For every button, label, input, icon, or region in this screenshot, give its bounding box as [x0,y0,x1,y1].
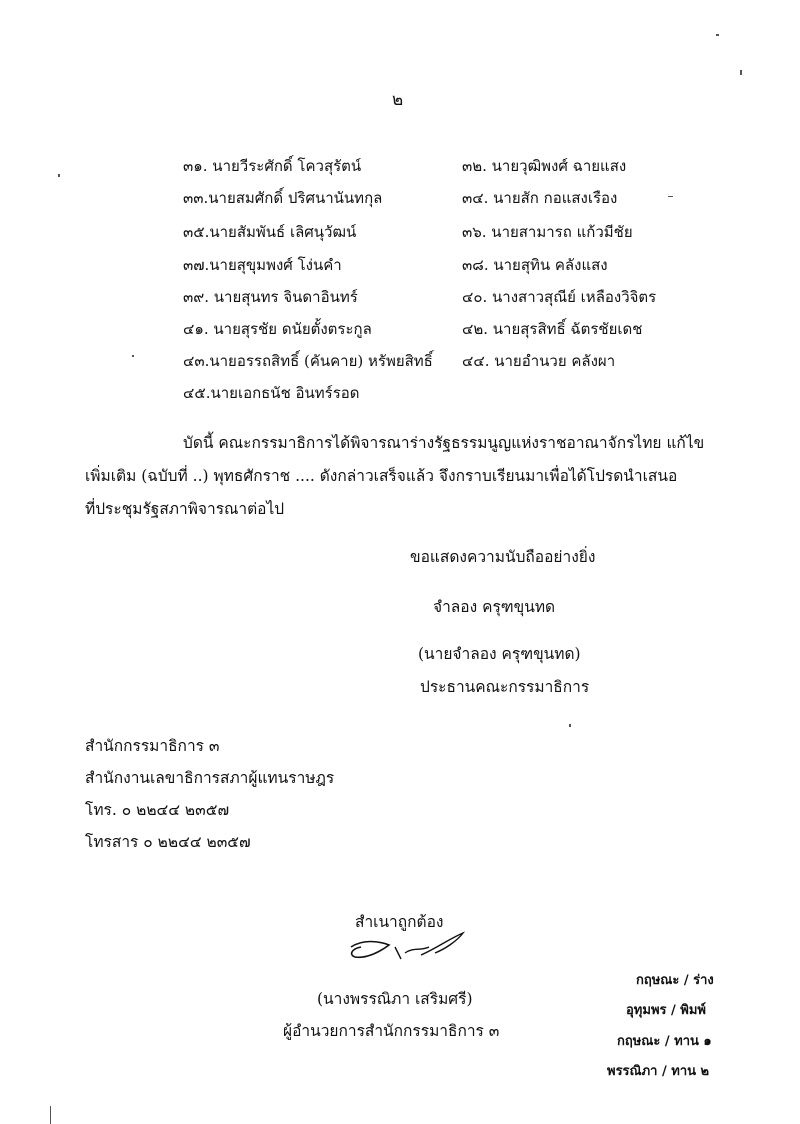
stamp-drafted: กฤษณะ / ร่าง [636,973,714,988]
member-45: ๔๕.นายเอกธนัช อินทร์รอด [183,384,360,402]
paragraph-line-3: ที่ประชุมรัฐสภาพิจารณาต่อไป [85,500,285,518]
office-line-1: สำนักกรรมาธิการ ๓ [85,737,220,755]
scan-speck [569,724,571,727]
certifier-name: (นางพรรณิภา เสริมศรี) [317,990,473,1008]
scan-speck [716,34,719,36]
member-35: ๓๕.นายสัมพันธ์ เลิศนุวัฒน์ [183,223,357,241]
scan-speck [132,355,134,357]
member-41: ๔๑. นายสุรชัย ดนัยตั้งตระกูล [183,320,372,338]
office-fax: โทรสาร ๐ ๒๒๔๔ ๒๓๕๗ [85,833,251,851]
paragraph-line-1: บัดนี้ คณะกรรมาธิการได้พิจารณาร่างรัฐธรรมนูญแห่งราชอาณาจักรไทย แก้ไข [183,434,705,452]
member-32: ๓๒. นายวุฒิพงศ์ ฉายแสง [462,157,627,175]
scan-edge-mark [50,1106,51,1124]
certifier-position: ผู้อำนวยการสำนักกรรมาธิการ ๓ [283,1022,500,1040]
member-37: ๓๗.นายสุขุมพงศ์ โง่นคำ [183,256,342,274]
member-40: ๔๐. นางสาวสุณีย์ เหลืองวิจิตร [462,288,657,306]
member-42: ๔๒. นายสุรสิทธิ์ ฉัตรชัยเดช [462,320,643,338]
stamp-review-2: พรรณิภา / ทาน ๒ [607,1064,710,1079]
handwritten-signature [345,925,475,967]
page-number: ๒ [392,90,404,110]
certified-copy-label: สำเนาถูกต้อง [355,913,444,931]
stamp-typed: อุทุมพร / พิมพ์ [626,1003,707,1018]
closing-salutation: ขอแสดงความนับถืออย่างยิ่ง [410,548,596,566]
scan-speck [740,70,742,75]
member-44: ๔๔. นายอำนวย คลังผา [462,352,616,370]
member-43: ๔๓.นายอรรถสิทธิ์ (คันคาย) หรัพยสิทธิ์ [183,352,433,370]
signer-position: ประธานคณะกรรมาธิการ [420,678,590,696]
scan-speck [668,196,673,197]
signature: จำลอง ครุฑขุนทด [433,598,556,616]
member-list [0,0,800,400]
scan-speck [58,174,60,177]
stamp-review-1: กฤษณะ / ทาน ๑ [617,1034,712,1049]
office-line-2: สำนักงานเลขาธิการสภาผู้แทนราษฎร [85,769,335,787]
office-phone: โทร. ๐ ๒๒๔๔ ๒๓๕๗ [85,801,230,819]
member-36: ๓๖. นายสามารถ แก้วมีชัย [462,223,633,241]
member-33: ๓๓.นายสมศักดิ์ ปริศนานันทกุล [183,189,383,207]
paragraph-line-2: เพิ่มเติม (ฉบับที่ ..) พุทธศักราช .... ดังกล่าวเสร็จแล้ว จึงกราบเรียนมาเพื่อได้โปรดนำเสนอ [85,467,678,485]
signer-name: (นายจำลอง ครุฑขุนทด) [418,645,581,663]
member-39: ๓๙. นายสุนทร จินดาอินทร์ [183,288,358,306]
member-38: ๓๘. นายสุทิน คลังแสง [462,256,608,274]
member-34: ๓๔. นายสัก กอแสงเรือง [462,189,618,207]
member-31: ๓๑. นายวีระศักดิ์ โควสุรัตน์ [183,157,362,175]
